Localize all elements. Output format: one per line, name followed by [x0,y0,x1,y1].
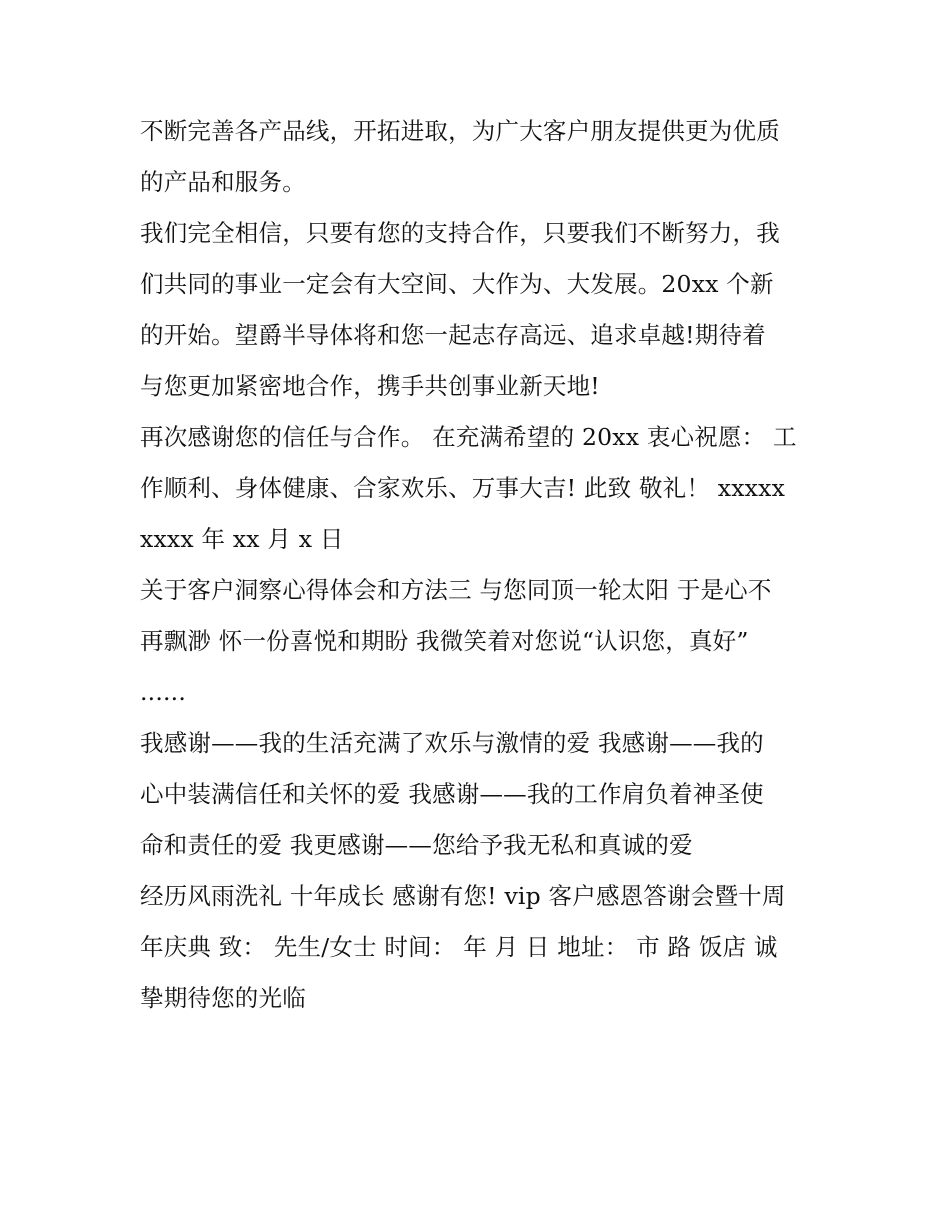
text-line: 的开始。望爵半导体将和您一起志存高远、追求卓越!期待着 [140,321,766,349]
text-line: 经历风雨洗礼 十年成长 感谢有您! vip 客户感恩答谢会暨十周 [140,882,786,910]
text-line: 再次感谢您的信任与合作。 在充满希望的 20xx 衷心祝愿： 工 [140,423,797,451]
document-body [140,106,820,1024]
text-line: 们共同的事业一定会有大空间、大作为、大发展。20xx 个新 [140,270,774,298]
text-line: 再飘渺 怀一份喜悦和期盼 我微笑着对您说“认识您，真好” [140,627,749,655]
text-line: 我感谢——我的生活充满了欢乐与激情的爱 我感谢——我的 [140,729,764,757]
text-line: 不断完善各产品线，开拓进取，为广大客户朋友提供更为优质 [140,117,780,145]
text-line: ...... [140,678,187,706]
text-line: 的产品和服务。 [140,168,306,196]
text-line: xxxx 年 xx 月 x 日 [140,525,344,553]
text-line: 与您更加紧密地合作，携手共创事业新天地! [140,372,600,400]
text-line: 我们完全相信，只要有您的支持合作，只要我们不断努力，我 [140,219,780,247]
text-line: 命和责任的爱 我更感谢——您给予我无私和真诚的爱 [140,831,693,859]
text-line: 年庆典 致： 先生/女士 时间： 年 月 日 地址： 市 路 饭店 诚 [140,933,778,961]
text-line: 作顺利、身体健康、合家欢乐、万事大吉! 此致 敬礼！ xxxxx [140,474,786,502]
text-line: 心中装满信任和关怀的爱 我感谢——我的工作肩负着神圣使 [140,780,764,808]
text-line: 关于客户洞察心得体会和方法三 与您同顶一轮太阳 于是心不 [140,576,772,604]
text-line: 挚期待您的光临 [140,984,306,1012]
